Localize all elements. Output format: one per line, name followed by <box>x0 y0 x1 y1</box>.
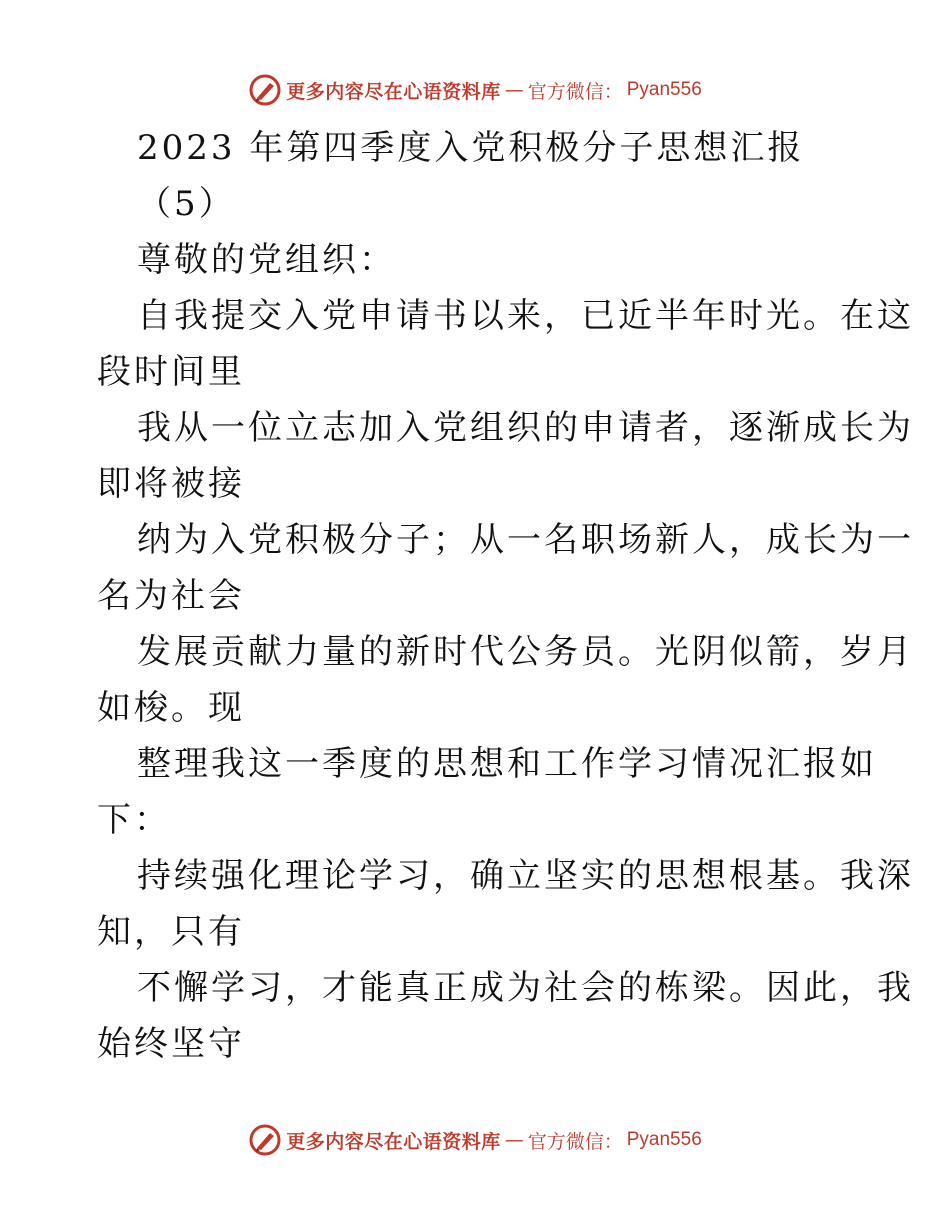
pen-logo-icon <box>248 1123 282 1157</box>
document-title: 2023 年第四季度入党积极分子思想汇报 <box>137 128 805 168</box>
paragraph-line: 发展贡献力量的新时代公务员。光阴似箭，岁月 <box>137 632 914 672</box>
banner-site-text: 更多内容尽在心语资料库 <box>286 80 501 103</box>
banner-wechat-account: Pyan556 <box>626 79 702 100</box>
paragraph-line: 知，只有 <box>97 912 245 952</box>
banner-wechat-label: 官方微信： <box>527 80 623 103</box>
paragraph-line: 纳为入党积极分子；从一名职场新人，成长为一 <box>137 520 914 560</box>
banner-separator: — <box>504 1129 524 1151</box>
paragraph-line: 如梭。现 <box>97 688 245 728</box>
paragraph-line: 始终坚守 <box>97 1024 245 1064</box>
paragraph-line: 自我提交入党申请书以来，已近半年时光。在这 <box>137 296 914 336</box>
banner-site-text: 更多内容尽在心语资料库 <box>286 1130 501 1153</box>
header-watermark-banner <box>0 70 950 110</box>
paragraph-line: 名为社会 <box>97 576 245 616</box>
paragraph-line: 段时间里 <box>97 352 245 392</box>
paragraph-line: （5） <box>137 184 236 224</box>
paragraph-line: 持续强化理论学习，确立坚实的思想根基。我深 <box>137 856 914 896</box>
document-body <box>97 120 914 1072</box>
banner-wechat-label: 官方微信： <box>527 1130 623 1153</box>
paragraph-line: 即将被接 <box>97 464 245 504</box>
paragraph-line: 下： <box>97 800 171 840</box>
paragraph-line: 不懈学习，才能真正成为社会的栋梁。因此，我 <box>137 968 914 1008</box>
banner-separator: — <box>504 79 524 101</box>
banner-wechat-account: Pyan556 <box>626 1129 702 1150</box>
paragraph-line: 整理我这一季度的思想和工作学习情况汇报如 <box>137 744 877 784</box>
paragraph-line: 我从一位立志加入党组织的申请者，逐渐成长为 <box>137 408 914 448</box>
footer-watermark-banner <box>0 1120 950 1160</box>
paragraph-line: 尊敬的党组织： <box>137 240 396 280</box>
pen-logo-icon <box>248 73 282 107</box>
